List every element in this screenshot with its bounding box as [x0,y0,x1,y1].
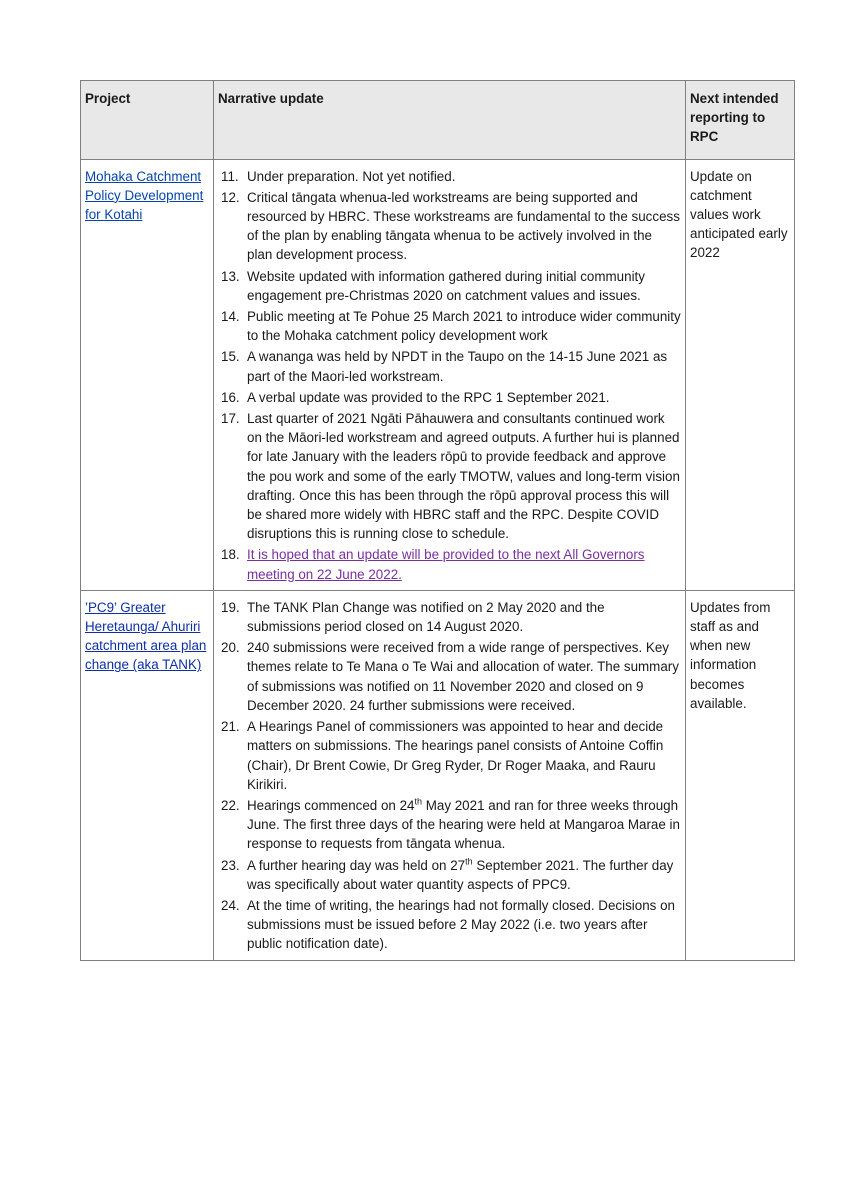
project-cell [81,590,214,960]
list-item: 20. 240 submissions were received from a wide range of perspectives. Key themes relate to Te Mana o Te Wai and allocation of water. The summary of submissions was notified on 11 November 2020 and closed on 9 December 2020. 24 further submissions were received. [221,640,679,713]
project-link-mohaka[interactable]: Mohaka Catchment Policy Development for Kotahi [85,168,204,223]
list-item: 14. Public meeting at Te Pohue 25 March 2021 to introduce wider community to the Mohaka catchment policy development work [221,309,681,344]
header-project: Project [81,81,214,160]
list-item: 12. Critical tāngata whenua-led workstreams are being supported and resourced by HBRC. These workstreams are fundamental to the success of the plan by enabling tāngata whenua to be actively involved in the plan development process. [221,189,680,263]
list-item: 23. A further hearing day was held on 27th September 2021. The further day was specifically about water quantity aspects of PPC9. [221,856,674,892]
list-item: 21. A Hearings Panel of commissioners was appointed to hear and decide matters on submissions. The hearings panel consists of Antoine Coffin (Chair), Dr Brent Cowie, Dr Greg Ryder, Dr Roger Maaka, and Rauru Kirikiri. [221,719,664,792]
list-item: 19. The TANK Plan Change was notified on 2 May 2020 and the submissions period closed on 14 August 2020. [221,599,605,635]
next-reporting-cell: Update on catchment values work anticipated early 2022 [686,159,795,590]
table-row [81,159,795,590]
list-item: 17. Last quarter of 2021 Ngāti Pāhauwera and consultants continued work on the Māori-led workstream and agreed outputs. A further hui is planned for late January with the leaders rōpū to provide feedback and approve the pou work and some of the early TMOTW, values and long-term vision drafting. Once this has been through the rōpū approval process this will be shared more widely with HBRC staff and the RPC. Despite COVID disruptions this is running close to schedule. [221,411,680,542]
list-item: 24. At the time of writing, the hearings had not formally closed. Decisions on submissions must be issued before 2 May 2022 (i.e. two years after public notification date). [221,897,675,952]
header-next-reporting: Next intended reporting to RPC [686,81,795,160]
list-item: 16. A verbal update was provided to the RPC 1 September 2021. [221,389,610,405]
narrative-list [218,598,681,954]
next-reporting-cell: Updates from staff as and when new information becomes available. [686,590,795,960]
project-link-tank[interactable]: ’PC9’ Greater Heretaunga/ Ahuriri catchment area plan change (aka TANK) [85,599,207,673]
narrative-cell [214,590,686,960]
project-cell [81,159,214,590]
list-item: 15. A wananga was held by NPDT in the Taupo on the 14-15 June 2021 as part of the Maori-led workstream. [221,349,668,384]
narrative-cell [214,159,686,590]
narrative-list [218,167,681,584]
project-update-table [80,80,795,961]
table-header-row [81,81,795,160]
list-item: 22. Hearings commenced on 24th May 2021 and ran for three weeks through June. The first three days of the hearing were held at Mangaroa Marae in response to requests from tāngata whenua. [221,796,680,852]
header-narrative: Narrative update [214,81,686,160]
all-governors-update-link[interactable]: It is hoped that an update will be provided to the next All Governors meeting on 22 June 2022. [247,547,645,582]
table-row [81,590,795,960]
list-item: 11. Under preparation. Not yet notified. [221,168,456,184]
list-item: 18. It is hoped that an update will be provided to the next All Governors meeting on 22 June 2022. [221,547,645,582]
list-item: 13. Website updated with information gathered during initial community engagement pre-Christmas 2020 on catchment values and issues. [221,268,645,303]
